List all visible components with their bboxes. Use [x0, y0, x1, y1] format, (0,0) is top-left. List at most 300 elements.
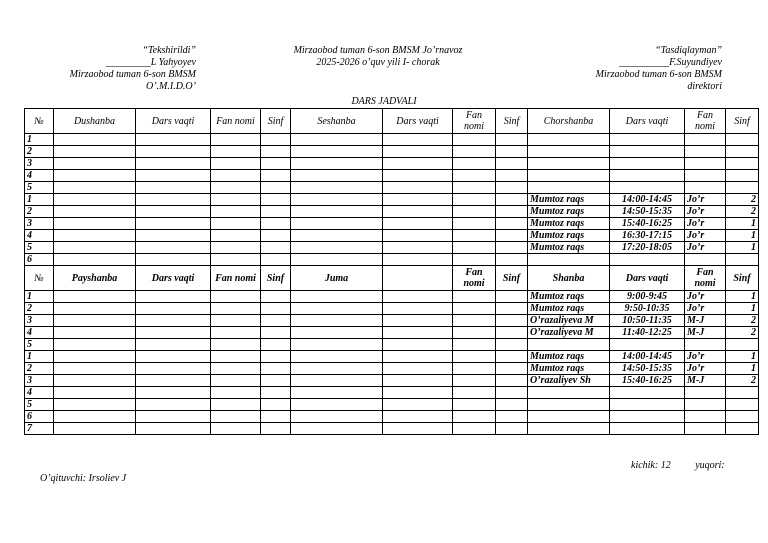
table-cell [383, 303, 453, 315]
table-cell: Jo’r [685, 206, 726, 218]
table-cell [383, 170, 453, 182]
table-cell [211, 399, 261, 411]
table-cell [136, 230, 211, 242]
table-cell [726, 399, 759, 411]
table-cell: O’razaliyev Sh [528, 375, 610, 387]
table-cell [528, 170, 610, 182]
table-cell [496, 242, 528, 254]
table-cell [685, 339, 726, 351]
table-cell [453, 399, 496, 411]
lesson-number: 7 [25, 423, 54, 435]
table-cell [453, 351, 496, 363]
table-cell [496, 339, 528, 351]
table-cell [610, 182, 685, 194]
table-cell: 2 [726, 327, 759, 339]
table-cell [261, 375, 291, 387]
table-cell [453, 327, 496, 339]
column-header: Sinf [726, 109, 759, 134]
table-cell [291, 254, 383, 266]
lesson-number: 5 [25, 399, 54, 411]
lesson-number: 3 [25, 158, 54, 170]
table-cell [261, 411, 291, 423]
table-cell [685, 170, 726, 182]
table-cell [54, 170, 136, 182]
table-cell [496, 218, 528, 230]
table-cell: 15:40-16:25 [610, 375, 685, 387]
table-cell [54, 375, 136, 387]
lesson-number: 4 [25, 170, 54, 182]
table-cell [261, 218, 291, 230]
table-cell [211, 230, 261, 242]
table-cell [726, 146, 759, 158]
table-row [25, 327, 759, 339]
table-cell [496, 315, 528, 327]
schedule-table [24, 108, 759, 435]
table-cell [54, 315, 136, 327]
lesson-number: 5 [25, 242, 54, 254]
table-cell [291, 387, 383, 399]
table-row [25, 218, 759, 230]
checked-signature: _________L Yahyoyev [105, 57, 196, 68]
table-row [25, 206, 759, 218]
table-cell: Mumtoz raqs [528, 242, 610, 254]
table-cell: 2 [726, 315, 759, 327]
table-cell [383, 387, 453, 399]
table-cell [496, 194, 528, 206]
table-cell: 1 [726, 363, 759, 375]
table-cell [496, 303, 528, 315]
table-cell [211, 254, 261, 266]
table-cell [261, 146, 291, 158]
table-cell [453, 339, 496, 351]
checked-school: Mirzaobod tuman 6-son BMSM [69, 69, 196, 80]
lesson-number: 6 [25, 254, 54, 266]
table-cell [291, 303, 383, 315]
table-cell [528, 254, 610, 266]
table-cell [685, 134, 726, 146]
table-cell [211, 303, 261, 315]
column-header: Sinf [261, 266, 291, 291]
table-cell [261, 291, 291, 303]
column-header: Sinf [496, 109, 528, 134]
table-cell [136, 242, 211, 254]
lesson-number: 1 [25, 134, 54, 146]
table-cell [383, 146, 453, 158]
table-row [25, 423, 759, 435]
table-cell [54, 327, 136, 339]
table-row [25, 315, 759, 327]
table-cell [136, 387, 211, 399]
lesson-number: 3 [25, 218, 54, 230]
table-cell [383, 363, 453, 375]
table-cell [496, 230, 528, 242]
table-cell [726, 134, 759, 146]
table-cell [383, 134, 453, 146]
column-header: Fan nomi [453, 266, 496, 291]
table-cell [261, 230, 291, 242]
table-cell [610, 254, 685, 266]
column-header: Juma [291, 266, 383, 291]
table-cell [54, 254, 136, 266]
table-cell [726, 423, 759, 435]
table-cell [261, 242, 291, 254]
table-cell [261, 327, 291, 339]
column-header: Sinf [261, 109, 291, 134]
lesson-number: 4 [25, 230, 54, 242]
table-cell [453, 194, 496, 206]
table-cell [54, 303, 136, 315]
table-cell [261, 351, 291, 363]
table-cell [453, 411, 496, 423]
table-cell [211, 170, 261, 182]
table-cell [54, 230, 136, 242]
table-cell [496, 399, 528, 411]
table-cell [211, 387, 261, 399]
table-cell [453, 158, 496, 170]
table-cell [211, 375, 261, 387]
column-header [383, 266, 453, 291]
table-cell [211, 242, 261, 254]
table-cell [211, 182, 261, 194]
table-cell [211, 146, 261, 158]
table-cell [261, 399, 291, 411]
table-cell [453, 182, 496, 194]
table-cell [685, 146, 726, 158]
table-row [25, 146, 759, 158]
table-cell [496, 134, 528, 146]
table-cell: Jo’r [685, 351, 726, 363]
table-cell [291, 327, 383, 339]
table-cell [685, 399, 726, 411]
table-cell [453, 170, 496, 182]
table-row [25, 303, 759, 315]
lesson-number: 1 [25, 291, 54, 303]
table-cell [136, 134, 211, 146]
column-header: Dushanba [54, 109, 136, 134]
table-cell [528, 387, 610, 399]
table-cell [136, 291, 211, 303]
table-cell: Jo’r [685, 303, 726, 315]
table-cell [383, 242, 453, 254]
table-cell [528, 423, 610, 435]
table-row [25, 170, 759, 182]
table-cell [136, 327, 211, 339]
column-header: Dars vaqti [383, 109, 453, 134]
column-header: Fan nomi [211, 109, 261, 134]
table-cell: 1 [726, 291, 759, 303]
table-cell [453, 254, 496, 266]
column-header: Fan nomi [453, 109, 496, 134]
teacher-name: O’qituvchi: Irsoliev J [40, 473, 127, 484]
table-cell [685, 158, 726, 170]
table-row [25, 254, 759, 266]
table-row [25, 351, 759, 363]
table-cell: 9:00-9:45 [610, 291, 685, 303]
table-cell: M-J [685, 375, 726, 387]
table-cell [726, 387, 759, 399]
table-cell [496, 291, 528, 303]
table-cell [383, 206, 453, 218]
table-cell [528, 158, 610, 170]
table-cell [54, 182, 136, 194]
table-cell: 15:40-16:25 [610, 218, 685, 230]
table-cell [291, 230, 383, 242]
table-cell [261, 170, 291, 182]
table-cell: Mumtoz raqs [528, 363, 610, 375]
column-header: Fan nomi [685, 266, 726, 291]
table-cell [496, 182, 528, 194]
document-heading [270, 45, 486, 69]
table-row [25, 387, 759, 399]
table-cell: 14:00-14:45 [610, 351, 685, 363]
table-cell [136, 218, 211, 230]
table-cell [496, 363, 528, 375]
table-cell [54, 218, 136, 230]
table-cell [528, 399, 610, 411]
table-cell [453, 230, 496, 242]
lesson-number: 6 [25, 411, 54, 423]
column-header: Fan nomi [685, 109, 726, 134]
table-cell [383, 339, 453, 351]
table-cell [136, 182, 211, 194]
table-cell [496, 170, 528, 182]
table-cell [261, 194, 291, 206]
table-cell [261, 387, 291, 399]
table-cell [261, 363, 291, 375]
column-header: № [25, 266, 54, 291]
table-cell [610, 399, 685, 411]
lesson-number: 5 [25, 182, 54, 194]
table-cell [211, 218, 261, 230]
table-cell [136, 146, 211, 158]
table-cell [685, 411, 726, 423]
lesson-number: 2 [25, 146, 54, 158]
table-cell: 2 [726, 206, 759, 218]
table-cell [211, 351, 261, 363]
column-header: № [25, 109, 54, 134]
table-cell [211, 291, 261, 303]
table-cell: Jo’r [685, 218, 726, 230]
table-cell [383, 423, 453, 435]
table-cell [496, 375, 528, 387]
table-cell [136, 399, 211, 411]
table-cell [291, 375, 383, 387]
table-cell [726, 158, 759, 170]
table-cell [211, 327, 261, 339]
table-cell [54, 242, 136, 254]
table-cell [726, 411, 759, 423]
table-header-row [25, 109, 759, 134]
table-row [25, 339, 759, 351]
lesson-number: 4 [25, 387, 54, 399]
approved-label: “Tasdiqlayman” [655, 45, 722, 56]
table-cell [211, 423, 261, 435]
table-cell: 1 [726, 351, 759, 363]
table-row [25, 375, 759, 387]
table-cell [54, 194, 136, 206]
column-header: Payshanba [54, 266, 136, 291]
table-cell [136, 158, 211, 170]
table-cell: 9:50-10:35 [610, 303, 685, 315]
table-cell [54, 339, 136, 351]
table-cell [383, 254, 453, 266]
table-cell [685, 423, 726, 435]
table-cell: M-J [685, 327, 726, 339]
table-cell [261, 315, 291, 327]
approval-block-approved [560, 45, 722, 93]
table-cell [136, 315, 211, 327]
table-cell [261, 423, 291, 435]
table-cell [383, 194, 453, 206]
table-cell [383, 218, 453, 230]
yuqori-count: yuqori: [695, 460, 725, 471]
table-cell [211, 206, 261, 218]
column-header: Dars vaqti [610, 109, 685, 134]
age-groups [631, 460, 725, 472]
table-row [25, 363, 759, 375]
table-cell [610, 170, 685, 182]
table-cell [453, 315, 496, 327]
table-cell [54, 351, 136, 363]
table-cell [383, 182, 453, 194]
table-cell [610, 423, 685, 435]
table-cell: 16:30-17:15 [610, 230, 685, 242]
table-cell [291, 170, 383, 182]
page-title: DARS JADVALI [351, 96, 417, 107]
column-header: Sinf [496, 266, 528, 291]
table-cell [528, 339, 610, 351]
table-cell [291, 315, 383, 327]
table-cell [496, 146, 528, 158]
table-cell [610, 158, 685, 170]
table-cell [136, 423, 211, 435]
table-cell [136, 411, 211, 423]
table-row [25, 158, 759, 170]
table-cell [726, 182, 759, 194]
lesson-number: 3 [25, 375, 54, 387]
table-cell [54, 399, 136, 411]
table-cell [54, 411, 136, 423]
table-cell: O’razaliyeva M [528, 327, 610, 339]
table-cell [54, 291, 136, 303]
table-cell: Mumtoz raqs [528, 194, 610, 206]
lesson-number: 2 [25, 363, 54, 375]
table-cell [496, 158, 528, 170]
lesson-number: 4 [25, 327, 54, 339]
approved-school: Mirzaobod tuman 6-son BMSM [595, 69, 722, 80]
table-cell [211, 363, 261, 375]
academic-period: 2025-2026 o’quv yili I- chorak [316, 57, 440, 68]
checked-position: O’.M.I.D.O’ [146, 81, 196, 92]
table-cell [383, 315, 453, 327]
table-cell [261, 303, 291, 315]
table-cell [453, 146, 496, 158]
table-cell [496, 387, 528, 399]
table-row [25, 411, 759, 423]
table-row [25, 134, 759, 146]
table-cell [496, 327, 528, 339]
column-header: Shanba [528, 266, 610, 291]
table-header-row [25, 266, 759, 291]
table-cell [496, 423, 528, 435]
table-cell: 14:00-14:45 [610, 194, 685, 206]
table-cell [496, 254, 528, 266]
table-cell [261, 182, 291, 194]
checked-label: “Tekshirildi” [142, 45, 196, 56]
column-header: Dars vaqti [136, 266, 211, 291]
table-cell [291, 291, 383, 303]
table-cell: 2 [726, 194, 759, 206]
table-cell [54, 363, 136, 375]
table-cell [136, 194, 211, 206]
table-cell [291, 134, 383, 146]
column-header: Chorshanba [528, 109, 610, 134]
table-cell [610, 411, 685, 423]
table-cell [453, 206, 496, 218]
table-cell [291, 146, 383, 158]
table-cell: Mumtoz raqs [528, 303, 610, 315]
table-cell [610, 387, 685, 399]
table-cell [610, 134, 685, 146]
table-cell [383, 351, 453, 363]
table-cell: 1 [726, 303, 759, 315]
table-row [25, 182, 759, 194]
approval-block-checked [40, 45, 196, 93]
lesson-number: 1 [25, 194, 54, 206]
table-cell [54, 134, 136, 146]
table-cell [136, 303, 211, 315]
table-cell [383, 327, 453, 339]
table-cell [528, 146, 610, 158]
lesson-number: 5 [25, 339, 54, 351]
table-cell [291, 423, 383, 435]
table-cell [211, 339, 261, 351]
table-cell [726, 339, 759, 351]
table-cell [496, 411, 528, 423]
lesson-number: 2 [25, 303, 54, 315]
table-cell [528, 182, 610, 194]
table-cell [528, 411, 610, 423]
kichik-count: kichik: 12 [631, 460, 671, 471]
table-cell: 10:50-11:35 [610, 315, 685, 327]
table-cell [453, 291, 496, 303]
table-cell [383, 230, 453, 242]
table-cell: Mumtoz raqs [528, 206, 610, 218]
table-cell: 14:50-15:35 [610, 206, 685, 218]
lesson-number: 1 [25, 351, 54, 363]
table-cell: O’razaliyeva M [528, 315, 610, 327]
table-cell: Mumtoz raqs [528, 291, 610, 303]
approved-signature: __________F.Suyundiyev [619, 57, 722, 68]
table-cell [136, 339, 211, 351]
table-cell [211, 158, 261, 170]
table-cell [291, 411, 383, 423]
table-cell [453, 303, 496, 315]
table-cell [291, 182, 383, 194]
table-cell [291, 399, 383, 411]
table-cell: 1 [726, 218, 759, 230]
table-cell [54, 146, 136, 158]
table-cell [291, 158, 383, 170]
table-cell [528, 134, 610, 146]
column-header: Seshanba [291, 109, 383, 134]
table-row [25, 242, 759, 254]
table-cell: 1 [726, 242, 759, 254]
table-cell [383, 291, 453, 303]
table-cell [291, 242, 383, 254]
table-cell [261, 339, 291, 351]
table-cell [383, 399, 453, 411]
